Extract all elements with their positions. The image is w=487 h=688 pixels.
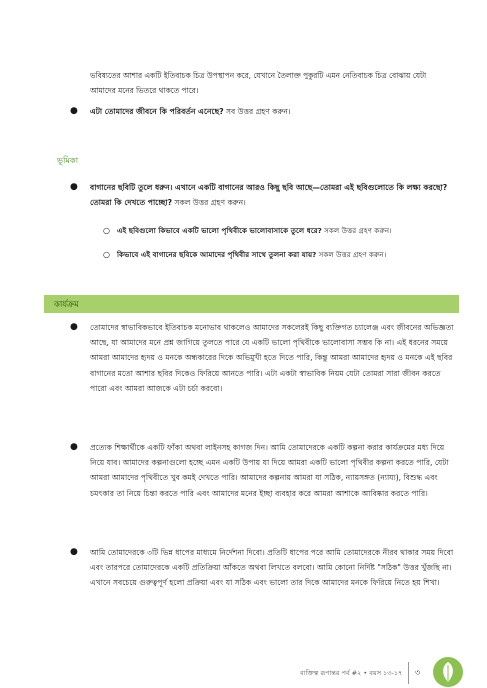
question-2-rest: সকল উত্তর গ্রহণ করুন। <box>172 198 246 207</box>
bullet-icon: ● <box>70 442 78 452</box>
question-1-bold: এটা তোমাদের জীবনে কি পরিবর্তন এনেছে? <box>90 107 224 116</box>
activity-paragraph-3: ● আমি তোমাদেরকে ৩টি ভিন্ন ধাপের মাধ্যমে নির্দেশনা দিবো। প্রতিটি ধাপের পরে আমি তোমাদেরকে নীরব থাকার সময় দিবো এবং তারপরে তোমাদেরকে একটি প্রতিক্রিয়া আঁকতে অথবা লিখতে বলবো। আমি কোনো নির্দিষ্ট "সঠিক" উত্তর খুঁজছি না। এখানে সবচেয়ে গুরুত্বপূর্ণ হলো প্রক্রিয়া এবং যা সঠিক এবং ভালো তার দিকে আমাদের মনকে ফিরিয়ে নিতে হয় শিখা। <box>70 545 455 591</box>
footer-divider <box>408 662 409 684</box>
section-title-activity: কার্যক্রম <box>44 295 459 313</box>
intro-paragraph: ভবিষ্যতের আশার একটি ইতিবাচক চিত্র উপস্থাপন করে, যেখানে তৈলাক্ত পুকুরটি এমন নেতিবাচক চিত্র বোঝায় যেটা আমাদের মনের ভিতরে থাকতে পারে। <box>90 71 427 95</box>
subquestion-1: ○ এই ছবিগুলো কিভাবে একটি ভালো পৃথিবীকে ভালোবাসাকে তুলে ধরে? সকল উত্তর গ্রহণ করুন। <box>103 226 392 235</box>
leaf-icon <box>432 656 464 688</box>
bullet-icon: ● <box>70 106 78 116</box>
page-footer <box>0 652 487 688</box>
bullet-icon: ● <box>70 182 78 192</box>
question-1-rest: সব উত্তর গ্রহণ করুন। <box>223 107 291 116</box>
activity-paragraph-1: ● তোমাদের স্বাভাবিকভাবে ইতিবাচক মনোভাব থাকলেও আমাদের সকলেরই কিছু ব্যক্তিগত চ্যালেঞ্জ এবং জীবনের অভিজ্ঞতা আছে, যা আমাদের মনে প্রশ্ন জাগিয়ে তুলতে পারে যে একটি ভালো পৃথিবীকে ভালোবাসা সম্ভব কি না। এই ধরনের সময়ে আমরা আমাদের হৃদয় ও মনকে অন্ধকারের দিকে অভিমুখী হতে দিতে পারি, কিন্তু আমরা আমাদের হৃদয় ও মনকে এই ছবির বাগানের মতো আশার ছবির দিকেও ফিরিয়ে আনতে পারি। এটা একটা স্বাভাবিক নিয়ম যেটা তোমরা সারা জীবন করতে পারো এবং আমরা আজকে এটা চর্চা করবো। <box>70 320 455 396</box>
activity-paragraph-2: ● প্রত্যেক শিক্ষার্থীকে একটি ফাঁকা অথবা লাইনসহ কাগজ দিন। আমি তোমাদেরকে একটি কল্পনা করার কার্যক্রমের মধ্য দিয়ে নিয়ে যাব। আমাদের কল্পনাগুলো হচ্ছে এমন একটি উপায় যা দিয়ে আমরা একটি ভালো পৃথিবীর কল্পনা করতে পারি, যেটা আমরা আমাদের পৃথিবীতে খুব কমই দেখতে পারি। আমাদের কল্পনায় আমরা যা সঠিক, ন্যায়সঙ্গত (ন্যায্য), বিশুদ্ধ এবং চমৎকার তা নিয়ে চিন্তা করতে পারি এবং আমাদের মনের ইচ্ছা ব্যবহার করে আমরা আশাকে আবিষ্কার করতে পারি। <box>70 440 455 501</box>
page-number: ৩ <box>415 668 421 677</box>
footer-series: ব্যক্তিত্ব রূপান্তর পর্ব #২ • বয়স ১৩-১৭ <box>300 669 403 677</box>
bullet-icon: ● <box>70 547 78 557</box>
question-2-bold: বাগানের ছবিটি তুলে ধরুন। এখানে একটি বাগানের আরও কিছু ছবি আছে—তোমরা এই ছবিগুলোতে কি লক্ষ্য করছো? তোমরা কি দেখতে পাচ্ছো? <box>90 183 448 207</box>
section-title-introduction: ভূমিকা <box>57 155 79 165</box>
circle-bullet-icon: ○ <box>103 226 110 235</box>
subquestion-2: ○ কিভাবে এই বাগানের ছবিকে আমাদের পৃথিবীর সাথে তুলনা করা যায়? সকল উত্তর গ্রহণ করুন। <box>103 250 387 259</box>
bullet-icon: ● <box>70 322 78 332</box>
question-1 <box>70 104 450 119</box>
question-2 <box>70 180 450 210</box>
circle-bullet-icon: ○ <box>103 250 110 259</box>
